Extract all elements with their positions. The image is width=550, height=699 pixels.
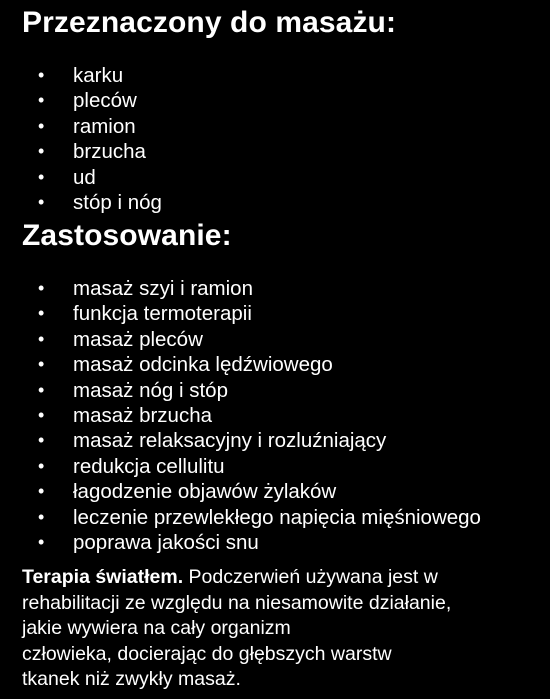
- paragraph-line-text: Podczerwień używana jest w: [183, 566, 438, 588]
- list-item-label: poprawa jakości snu: [73, 530, 259, 554]
- paragraph-line: jakie wywiera na cały organizm: [22, 617, 291, 639]
- bullet-icon: •: [38, 430, 45, 451]
- light-therapy-paragraph: [22, 565, 550, 693]
- list-item-label: masaż relaksacyjny i rozluźniający: [73, 429, 387, 453]
- bullet-icon: •: [38, 506, 45, 527]
- bullet-icon: •: [38, 166, 45, 187]
- list-item-label: ud: [73, 165, 96, 189]
- paragraph-lead: Terapia światłem.: [22, 566, 184, 588]
- list-item-label: masaż brzucha: [73, 403, 213, 427]
- bullet-icon: •: [38, 455, 45, 476]
- bullet-icon: •: [38, 303, 45, 324]
- list-item-label: pleców: [73, 89, 137, 113]
- bullet-icon: •: [38, 141, 45, 162]
- bullet-icon: •: [38, 404, 45, 425]
- bullet-icon: •: [38, 90, 45, 111]
- list-item-label: leczenie przewlekłego napięcia mięśniowego: [73, 505, 481, 529]
- section-title-applications: Zastosowanie:: [22, 219, 232, 252]
- bullet-icon: •: [38, 531, 45, 552]
- list-item-label: funkcja termoterapii: [73, 302, 252, 326]
- list-item-label: masaż odcinka lędźwiowego: [73, 353, 333, 377]
- list-item-label: masaż nóg i stóp: [73, 378, 228, 402]
- paragraph-line: rehabilitacji ze względu na niesamowite działanie,: [22, 591, 452, 614]
- bullet-icon: •: [38, 481, 45, 502]
- bullet-icon: •: [38, 191, 45, 212]
- bullet-icon: •: [38, 379, 45, 400]
- bullet-icon: •: [38, 65, 45, 85]
- list-item-label: ramion: [73, 114, 136, 138]
- list-item-label: brzucha: [73, 140, 146, 164]
- list-item-label: redukcja cellulitu: [73, 454, 225, 478]
- bullet-icon: •: [38, 278, 45, 298]
- list-item-label: masaż szyi i ramion: [73, 277, 253, 300]
- bullet-icon: •: [38, 328, 45, 349]
- bullet-icon: •: [38, 354, 45, 375]
- bullet-icon: •: [38, 115, 45, 136]
- list-item-label: karku: [73, 64, 124, 87]
- section-title-massage-areas: Przeznaczony do masażu:: [22, 6, 397, 39]
- list-item-label: łagodzenie objawów żylaków: [73, 480, 337, 504]
- list-item-label: stóp i nóg: [73, 190, 162, 214]
- paragraph-line: człowieka, docierając do głębszych warstw: [22, 642, 392, 665]
- list-item-label: masaż pleców: [73, 327, 203, 351]
- paragraph-line: tkanek niż zwykły masaż.: [22, 668, 241, 690]
- paragraph-line: [22, 565, 550, 591]
